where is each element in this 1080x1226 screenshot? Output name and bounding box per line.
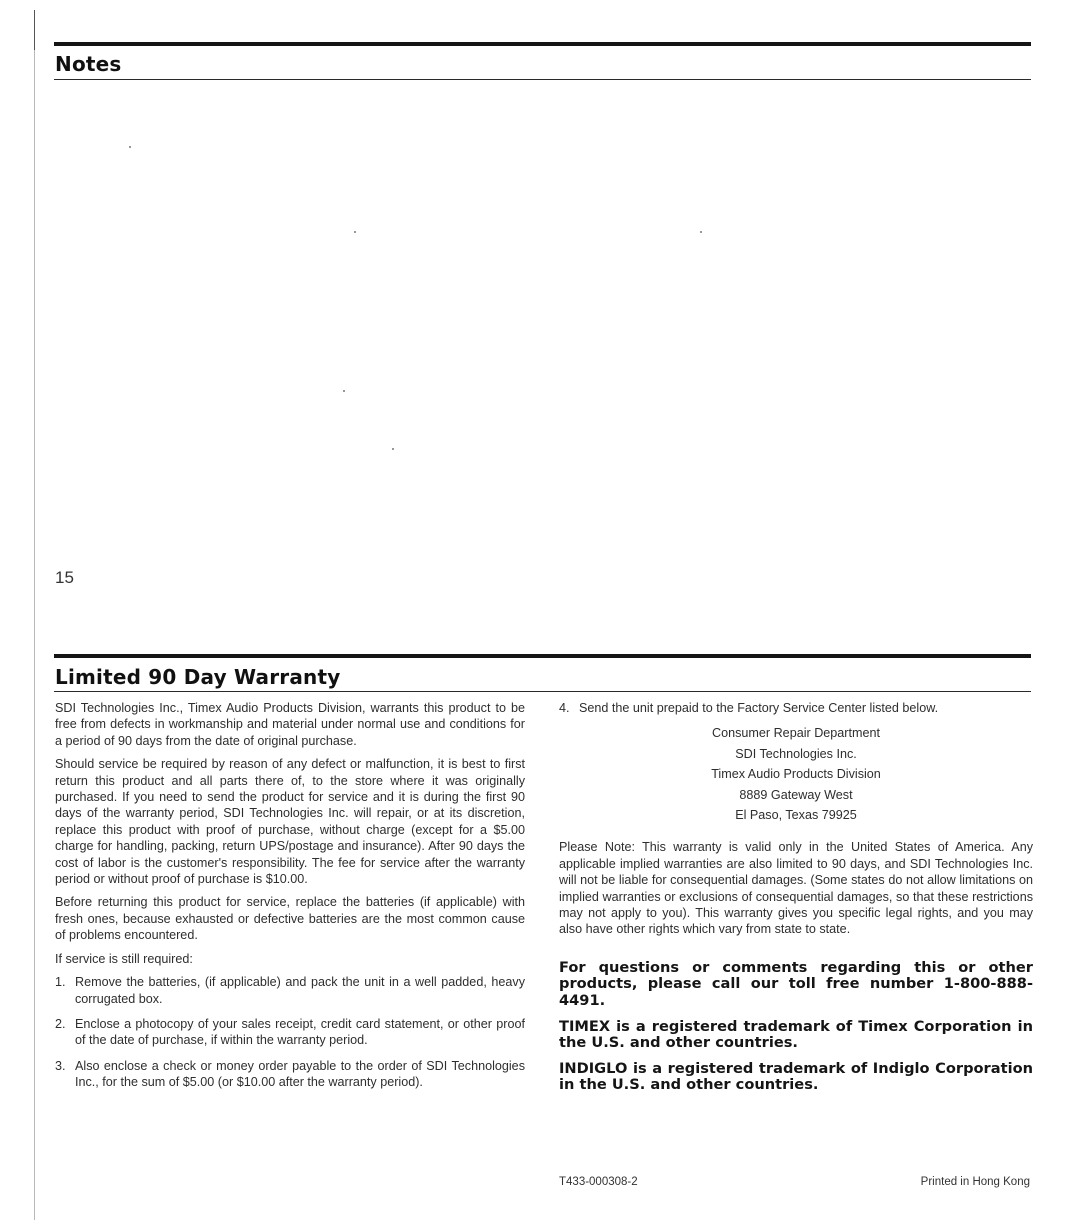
warranty-heading: Limited 90 Day Warranty — [55, 665, 341, 689]
list-item — [559, 700, 1033, 716]
warranty-paragraph: Before returning this product for service, replace the batteries (if applicable) with fresh ones, because exhausted or defective batteries are the most common cause of problems encountered. — [55, 895, 525, 943]
scan-speck — [129, 146, 131, 148]
warranty-top-rule — [54, 654, 1031, 658]
list-item — [55, 1016, 525, 1049]
scan-speck — [354, 231, 356, 233]
notes-underline — [54, 79, 1031, 80]
warranty-right-column — [559, 700, 1033, 1103]
service-address — [559, 725, 1033, 823]
please-note-paragraph: Please Note: This warranty is valid only in the United States of America. Any applicable implied warranties are also limited to 90 days, and SDI Technologies Inc. will not be liable for consequential damages. (Some states do not allow limitations on implied warranties or exclusions of consequential damages, so that these restrictions may not apply to you). This warranty gives you specific legal rights, and you may also have other rights which vary from state to state. — [559, 840, 1033, 937]
warranty-paragraph: SDI Technologies Inc., Timex Audio Products Division, warrants this product to be free from defects in workmanship and material under normal use and conditions for a period of 90 days from the date of original purchase. — [55, 701, 525, 748]
list-item — [55, 974, 525, 1007]
warranty-underline — [54, 691, 1031, 692]
warranty-left-column — [55, 700, 525, 1100]
list-number: 4. — [559, 701, 570, 715]
page-number: 15 — [55, 568, 74, 587]
warranty-paragraph: Should service be required by reason of any defect or malfunction, it is best to first return this product and all parts there of, to the store where it was originally purchased. If you need to send the product for service and it is during the first 90 days of the warranty period, SDI Technologies Inc. will repair, or at its discretion, replace this product with proof of purchase, without charge (except for a $5.00 charge for handling, packing, return UPS/postage and insurance). After 90 days the cost of labor is the customer's responsibility. The fee for service after the warranty period or without proof of purchase is $10.00. — [55, 757, 525, 887]
address-line: SDI Technologies Inc. — [735, 746, 857, 761]
list-item — [55, 1058, 525, 1091]
list-number: 3. — [55, 1058, 66, 1073]
list-text: Remove the batteries, (if applicable) and pack the unit in a well padded, heavy corrugated box. — [75, 975, 525, 1006]
scan-speck — [392, 448, 394, 450]
list-number: 2. — [55, 1016, 66, 1031]
scan-speck — [343, 390, 345, 392]
trademark-indiglo: INDIGLO is a registered trademark of Indiglo Corporation in the U.S. and other countries. — [559, 1059, 1033, 1094]
notes-heading: Notes — [55, 52, 122, 76]
scan-speck — [700, 231, 702, 233]
list-text: Also enclose a check or money order payable to the order of SDI Technologies Inc., for the sum of $5.00 (or $10.00 after the warranty period). — [75, 1058, 525, 1090]
list-text: Enclose a photocopy of your sales receipt, credit card statement, or other proof of the date of purchase, if within the warranty period. — [75, 1016, 525, 1048]
list-text: Send the unit prepaid to the Factory Service Center listed below. — [579, 701, 939, 715]
margin-line — [34, 10, 35, 1220]
address-line: Timex Audio Products Division — [711, 767, 881, 782]
contact-info: For questions or comments regarding this or other products, please call our toll free number 1-800-888-4491. — [559, 958, 1033, 1010]
address-line: 8889 Gateway West — [739, 787, 853, 802]
warranty-paragraph: If service is still required: — [55, 951, 193, 966]
document-code: T433-000308-2 — [559, 1176, 638, 1188]
printed-in: Printed in Hong Kong — [920, 1176, 1030, 1188]
margin-line-mark — [34, 10, 35, 50]
list-number: 1. — [55, 975, 66, 990]
notes-top-rule — [54, 42, 1031, 46]
address-line: Consumer Repair Department — [712, 726, 880, 741]
address-line: El Paso, Texas 79925 — [735, 808, 857, 823]
trademark-timex: TIMEX is a registered trademark of Timex Corporation in the U.S. and other countries. — [559, 1017, 1033, 1052]
